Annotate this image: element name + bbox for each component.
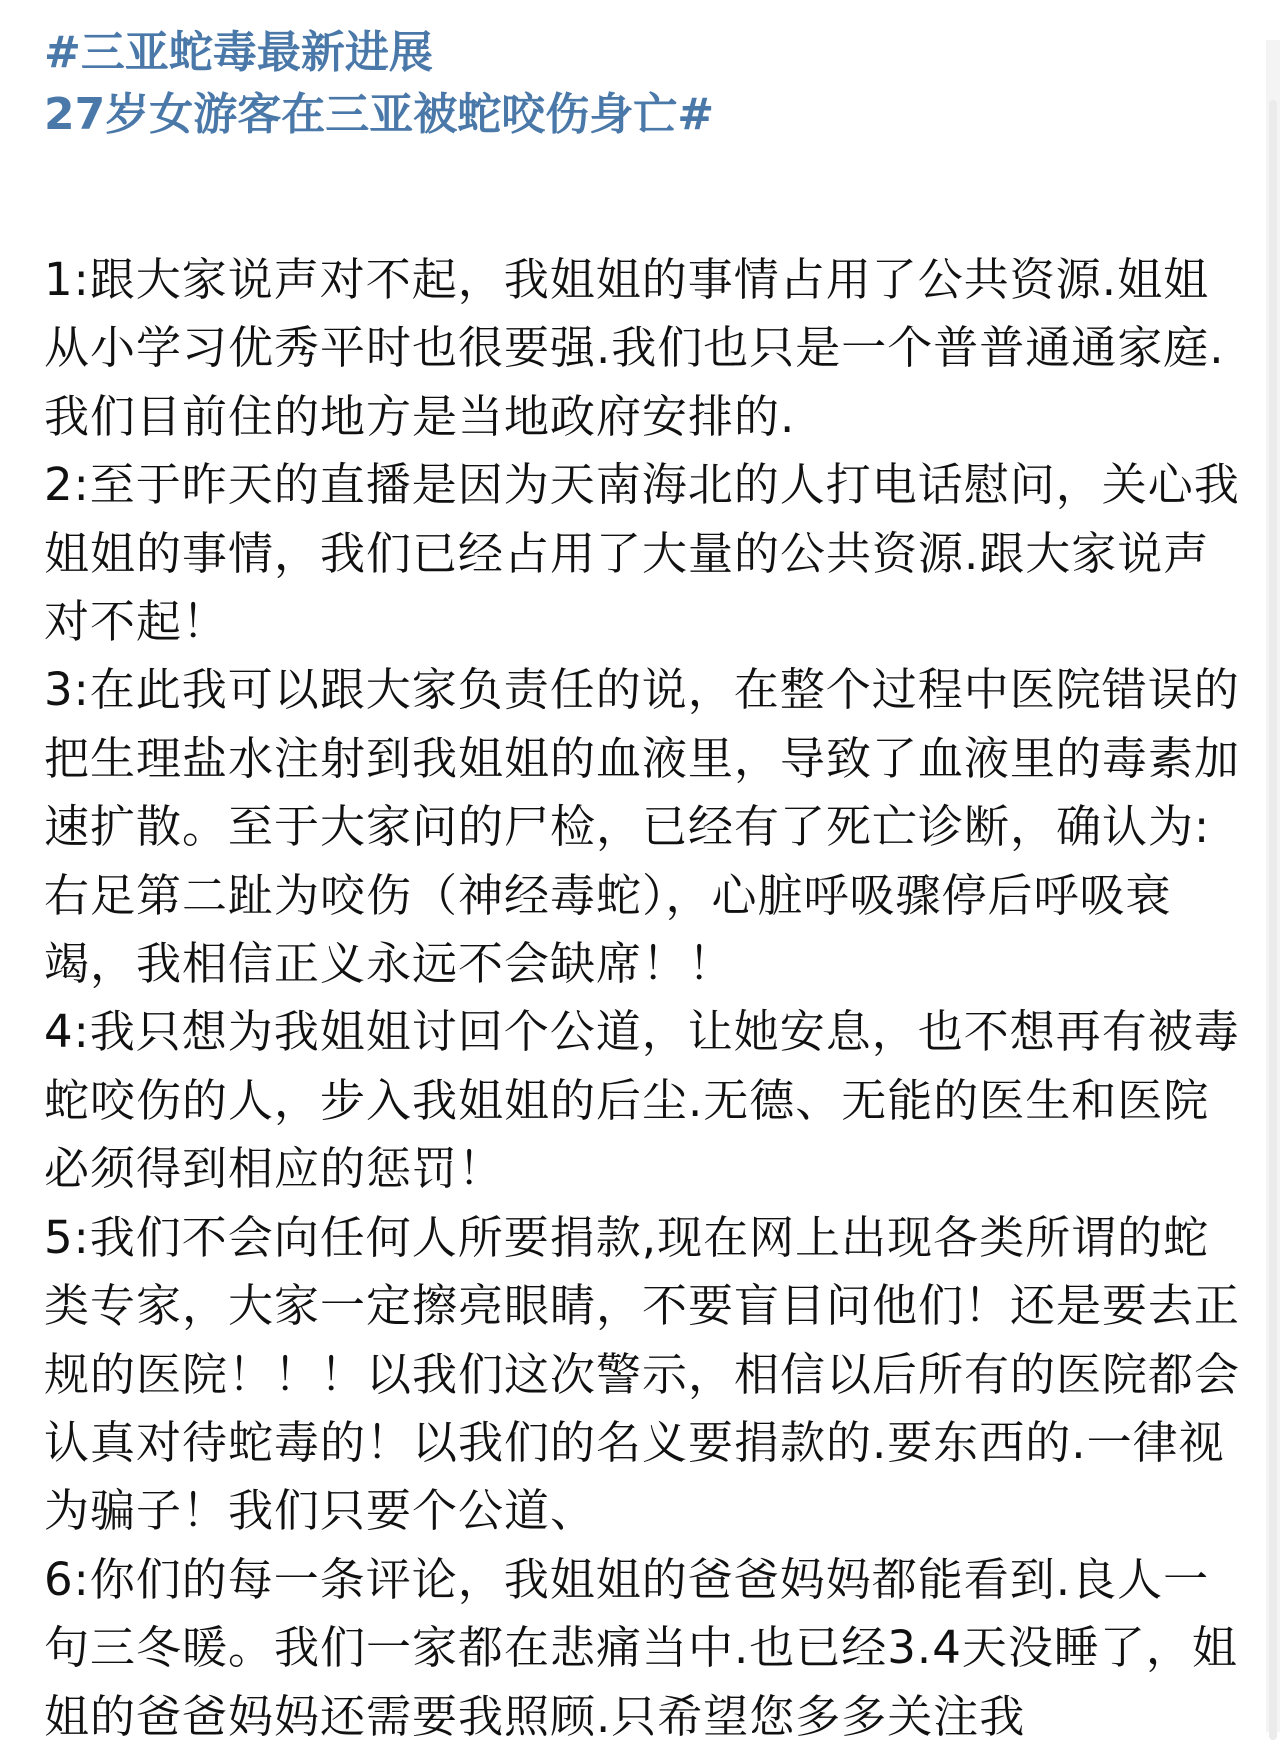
post-content: [44, 22, 1244, 1751]
paragraph-3: 3:在此我可以跟大家负责任的说，在整个过程中医院错误的把生理盐水注射到我姐姐的血液里，导致了血液里的毒素加速扩散。至于大家问的尸检，已经有了死亡诊断，确认为:右足第二趾为咬伤（神经毒蛇），心脏呼吸骤停后呼吸衰竭，我相信正义永远不会缺席！！: [44, 663, 1241, 991]
paragraph-5: 5:我们不会向任何人所要捐款,现在网上出现各类所谓的蛇类专家，大家一定擦亮眼睛，不要盲目问他们！还是要去正规的医院！！！以我们这次警示，相信以后所有的医院都会认真对待蛇毒的！以我们的名义要捐款的.要东西的.一律视为骗子！我们只要个公道、: [44, 1210, 1241, 1538]
hashtag-topic-line-1[interactable]: #三亚蛇毒最新进展: [44, 27, 433, 78]
scrollbar-thumb[interactable]: [1269, 100, 1277, 1740]
hashtag-topic-line-2[interactable]: 27岁女游客在三亚被蛇咬伤身亡#: [44, 89, 715, 140]
paragraph-1: 1:跟大家说声对不起，我姐姐的事情占用了公共资源.姐姐从小学习优秀平时也很要强.我们也只是一个普普通通家庭.我们目前住的地方是当地政府安排的.: [44, 253, 1225, 443]
scrollbar-track[interactable]: [1266, 40, 1280, 1732]
paragraph-4: 4:我只想为我姐姐讨回个公道，让她安息，也不想再有被毒蛇咬伤的人，步入我姐姐的后尘.无德、无能的医生和医院必须得到相应的惩罚！: [44, 1005, 1240, 1196]
post-body: [44, 246, 1244, 1751]
paragraph-2: 2:至于昨天的直播是因为天南海北的人打电话慰问，关心我姐姐的事情，我们已经占用了大量的公共资源.跟大家说声对不起！: [44, 458, 1240, 649]
paragraph-6: 6:你们的每一条评论，我姐姐的爸爸妈妈都能看到.良人一句三冬暖。我们一家都在悲痛当中.也已经3.4天没睡了，姐姐的爸爸妈妈还需要我照顾.只希望您多多关注我: [44, 1552, 1238, 1743]
